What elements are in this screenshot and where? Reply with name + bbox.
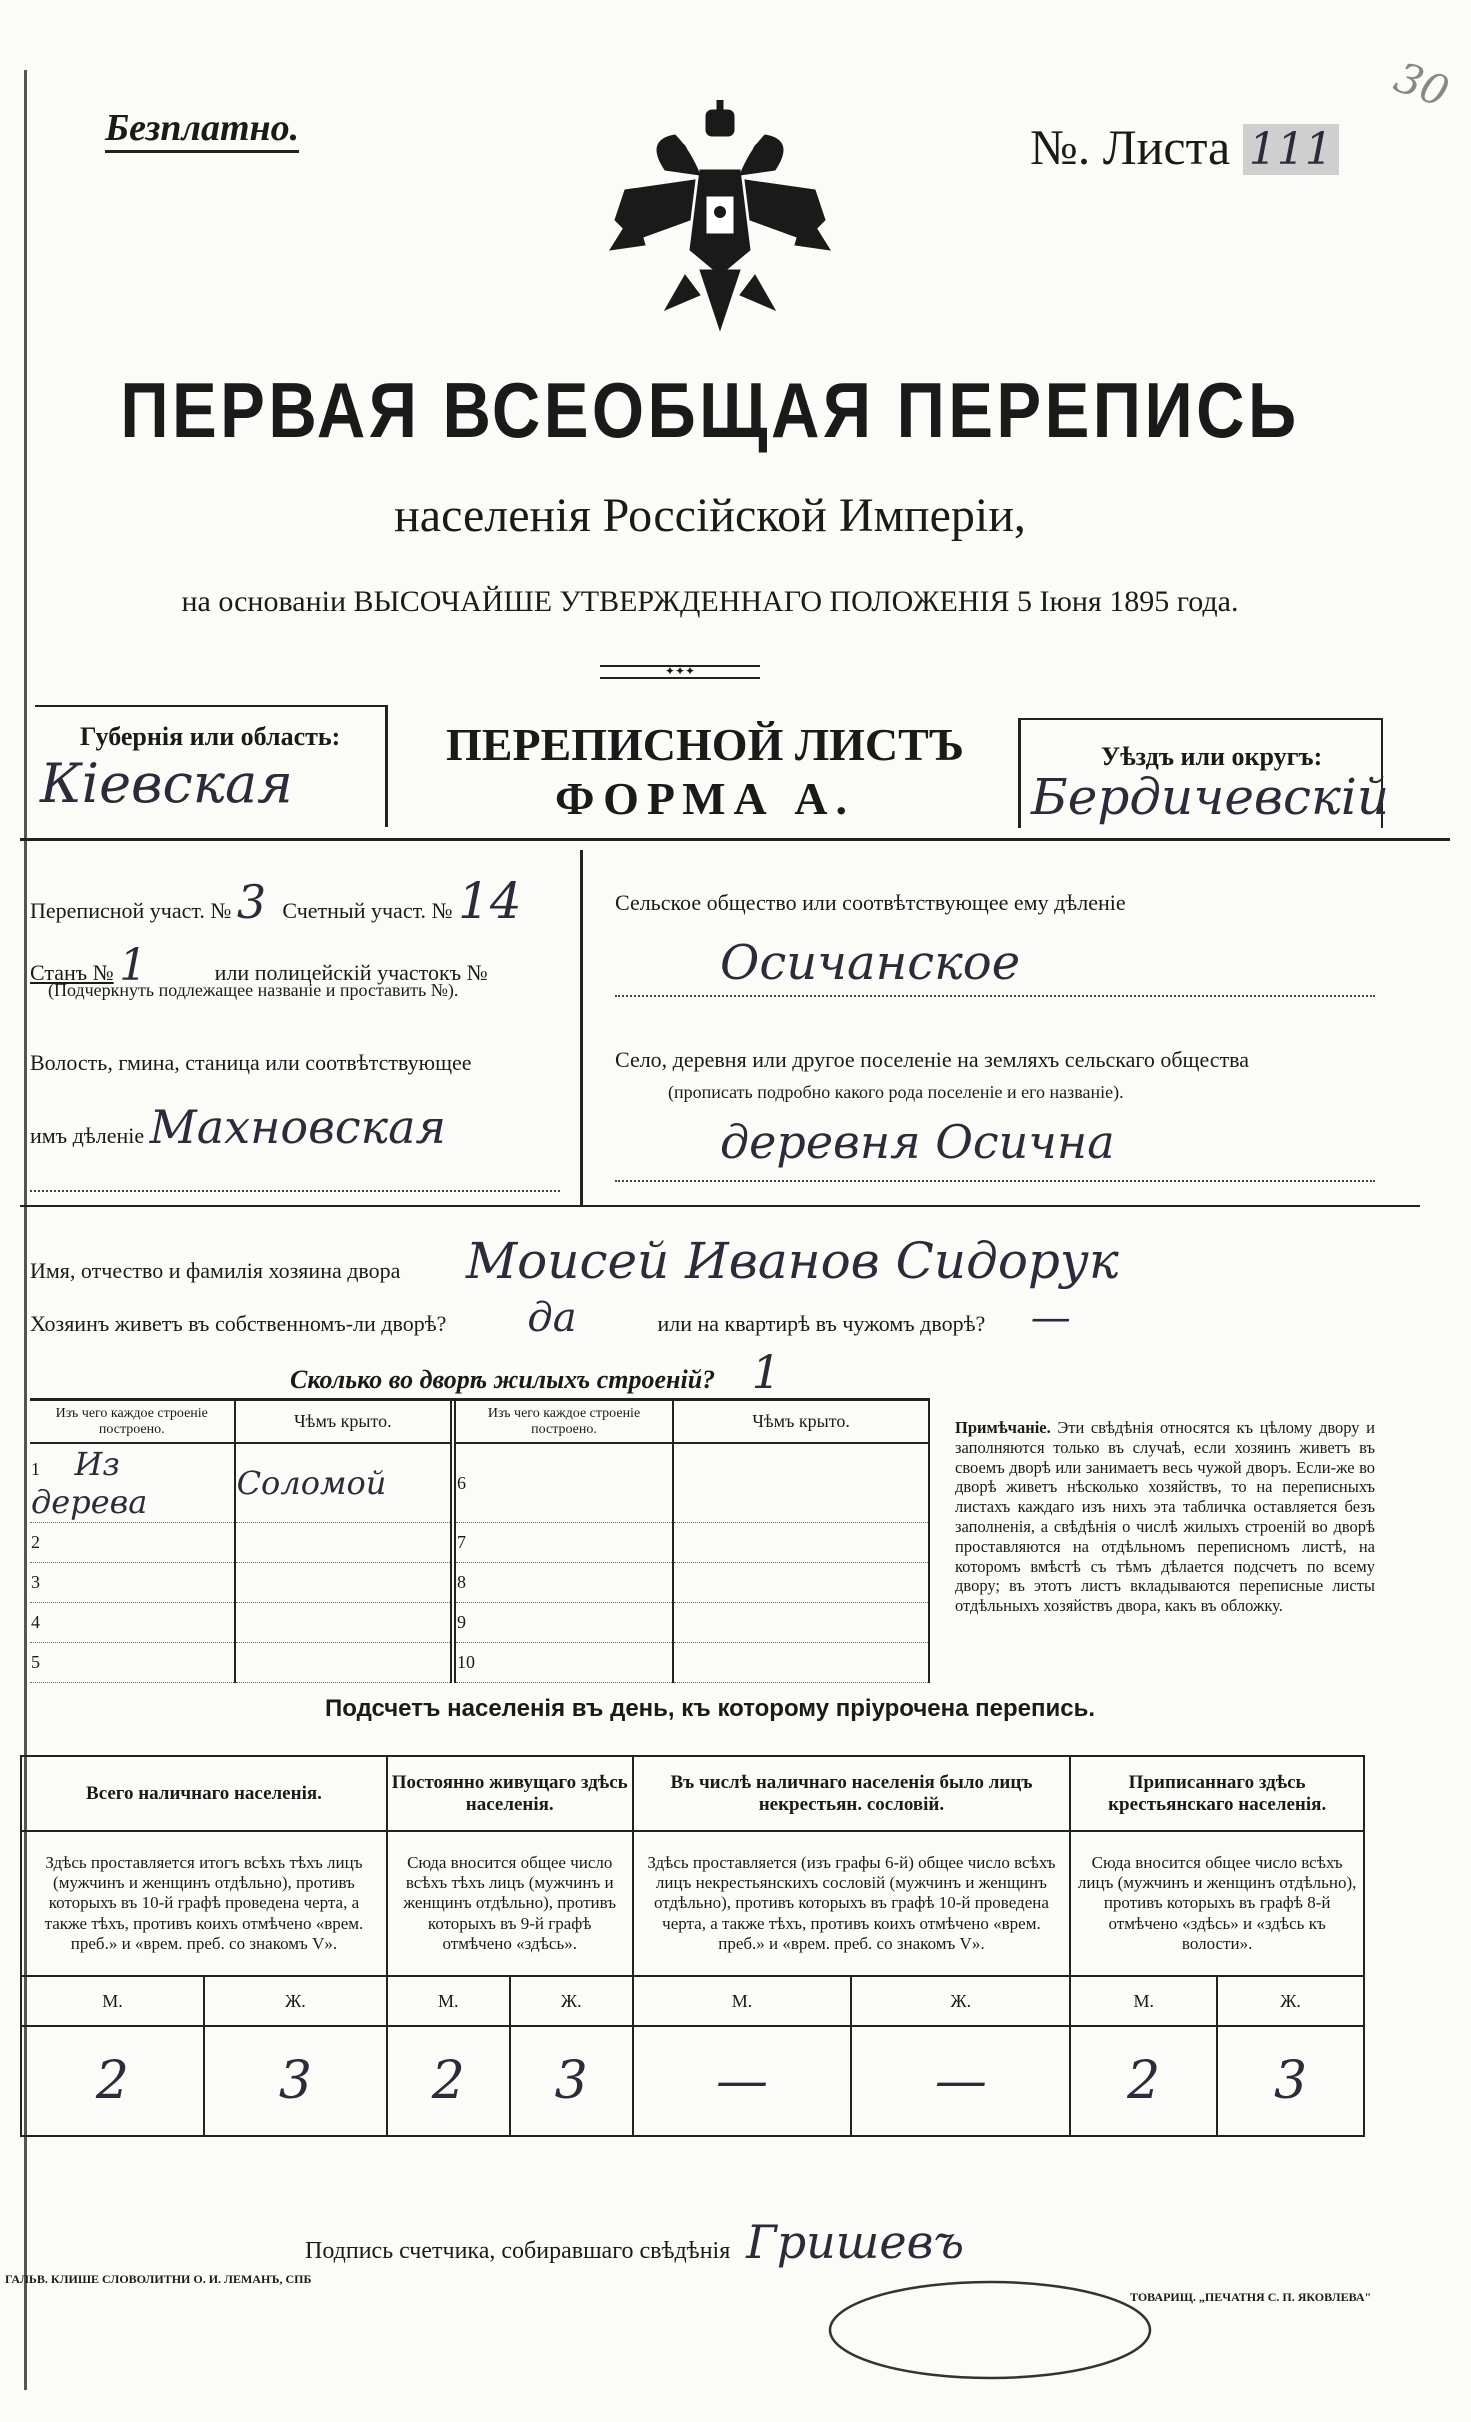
guberniya-value: Кіевская [40,752,293,815]
society-line [615,995,1375,997]
census-district-value: 3 [236,875,267,929]
village-line [615,1180,1375,1182]
ornament-divider: ✦✦✦ [600,665,760,679]
village-note: (прописать подробно какого рода поселеніе и его названіе). [668,1082,1124,1102]
sheet-title: ПЕРЕПИСНОЙ ЛИСТЪ [445,719,965,770]
basis-line: на основаніи ВЫСОЧАЙШЕ УТВЕРЖДЕННАГО ПОЛОЖЕНІЯ 5 Іюня 1895 года. [181,585,1239,618]
female-header: Ж. [510,1976,633,2026]
own-yard-value: да [527,1295,577,1341]
material-header-right: Изъ чего каждое строеніе построено. [453,1401,673,1443]
female-header: Ж. [204,1976,387,2026]
owner-name-row [30,1232,1410,1290]
row-material: Из дерева [31,1445,148,1521]
volost-extra-line [30,1190,560,1192]
row-num: 1 [31,1459,40,1479]
total-male-value: 2 [21,2026,204,2136]
police-label: или полицейскій участокъ № [214,960,488,985]
signature-row [305,2215,1405,2269]
volost-label-2: имъ дѣленіе [30,1123,145,1148]
building-row [30,1643,929,1683]
building-row [30,1563,929,1603]
buildings-table [30,1398,930,1683]
material-header-left: Изъ чего каждое строеніе построено. [30,1401,235,1443]
building-row [30,1603,929,1643]
village-label: Село, деревня или другое поселеніе на земляхъ сельскаго общества [615,1047,1250,1072]
col-permanent-desc: Сюда вносится общее число всѣхъ тѣхъ лицъ (мужчинъ и женщинъ отдѣльно), противъ которыхъ въ 9-й графѣ отмѣчено «здѣсь». [387,1831,633,1976]
sheet-form: ФОРМА А. [555,773,855,824]
roof-header-left: Чѣмъ крыто. [235,1401,453,1443]
printer-right: ТОВАРИЩ. „ПЕЧАТНЯ С. П. ЯКОВЛЕВА" [1130,2290,1372,2304]
rent-value: — [1030,1295,1071,1341]
owner-name-label: Имя, отчество и фамилія хозяина двора [30,1258,401,1283]
free-label: Безплатно. [105,108,299,153]
own-yard-label: Хозяинъ живетъ въ собственномъ-ли дворѣ? [30,1311,447,1336]
double-headed-eagle-emblem [605,100,835,340]
sheet-number-label: №. Листа [1030,119,1231,175]
permanent-female-value: 3 [510,2026,633,2136]
registered-male-value: 2 [1070,2026,1217,2136]
volost-label: Волость, гмина, станица или соотвѣтствующее [30,1050,472,1075]
buildings-label: Сколько во дворѣ жилыхъ строеній? [290,1365,716,1394]
volost-value: Махновская [149,1100,446,1154]
rent-label: или на квартирѣ въ чужомъ дворѣ? [657,1311,986,1336]
building-row [30,1443,929,1523]
col-registered-desc: Сюда вносится общее число всѣхъ лицъ (мужчинъ и женщинъ отдѣльно), противъ которыхъ въ графѣ 8-й отмѣчено «здѣсь» и «здѣсь къ волости». [1070,1831,1364,1976]
district-row [30,872,570,930]
col-non-peasant-title: Въ числѣ наличнаго населенія было лицъ некрестьян. сословій. [633,1756,1071,1831]
guberniya-box [35,705,388,827]
uezd-value: Бердичевскій [1031,768,1390,826]
roof-header-right: Чѣмъ крыто. [673,1401,929,1443]
printer-left: ГАЛЬВ. КЛИШЕ СЛОВОЛИТНИ О. И. ЛЕМАНЪ, СПБ [5,2272,312,2286]
volost-row [30,1100,570,1154]
signature-flourish [820,2270,1160,2390]
guberniya-label: Губернія или область: [80,722,341,751]
col-permanent-title: Постоянно живущаго здѣсь населенія. [387,1756,633,1831]
note-title: Примѣчаніе. [955,1418,1051,1437]
row-num: 6 [457,1472,467,1493]
col-total-desc: Здѣсь проставляется итогъ всѣхъ тѣхъ лицъ (мужчинъ и женщинъ отдѣльно), противъ которыхъ въ 10-й графѣ проведена черта, а также тѣхъ, противъ коихъ отмѣчено «врем. преб.» и «врем. преб. со знакомъ V». [21,1831,387,1976]
sheet-number [1030,118,1339,176]
count-district-value: 14 [458,872,522,930]
row-num: 4 [31,1612,40,1632]
male-header: М. [21,1976,204,2026]
col-non-peasant-desc: Здѣсь проставляется (изъ графы 6-й) общее число всѣхъ лицъ некрестьянскихъ сословій (мужчинъ и женщинъ отдѣльно), противъ которыхъ въ графѣ 10-й проведена черта, а также тѣхъ, противъ коихъ отмѣчено «врем. преб.» и «врем. преб. со знакомъ V». [633,1831,1071,1976]
form-header-rule [20,838,1450,841]
female-header: Ж. [851,1976,1070,2026]
signature-value: Гришевъ [746,2215,965,2269]
underline-note: (Подчеркнуть подлежащее названіе и проставить №). [48,980,459,1000]
male-header: М. [633,1976,852,2026]
total-female-value: 3 [204,2026,387,2136]
col-total-title: Всего наличнаго населенія. [21,1756,387,1831]
row-num: 5 [31,1652,40,1672]
buildings-value: 1 [751,1345,781,1399]
non-peasant-male-value: — [633,2026,852,2136]
buildings-row [290,1345,781,1399]
uezd-label: Уѣздъ или округъ: [1101,742,1323,771]
male-header: М. [387,1976,510,2026]
row-num: 8 [457,1572,467,1592]
note-text: Эти свѣдѣнія относятся къ цѣлому двору и заполняются только въ случаѣ, если хозяинъ живетъ въ своемъ дворѣ или занимаетъ весь чужой дворъ. Если-же во дворѣ живетъ нѣсколько хозяйствъ, то на переписныхъ листахъ каждаго изъ нихъ эта табличка оставляется безъ заполненія, а свѣдѣнія о числѣ жилыхъ строеній во дворѣ проставляются на отдѣльномъ переписномъ листѣ, на которомъ вмѣстѣ съ тѣмъ дѣлается подсчетъ по всему двору; въ этотъ листъ вкладываются переписные листы отдѣльныхъ хозяйствъ двора, какъ въ обложку. [955,1418,1375,1616]
registered-female-value: 3 [1217,2026,1364,2136]
note-block [955,1418,1375,1616]
row-num: 3 [31,1572,40,1592]
stan-label: Станъ № [30,960,114,985]
main-title: ПЕРВАЯ ВСЕОБЩАЯ ПЕРЕПИСЬ [120,366,1300,454]
row-num: 9 [457,1612,467,1632]
row-num: 2 [31,1532,40,1552]
building-row [30,1523,929,1563]
owner-residence-row [30,1295,1410,1341]
col-registered-title: Приписаннаго здѣсь крестьянскаго населенія. [1070,1756,1364,1831]
census-district-label: Переписной участ. № [30,898,232,923]
permanent-male-value: 2 [387,2026,510,2136]
uezd-box [1018,718,1390,828]
village-value: деревня Осична [720,1115,1115,1169]
count-district-label: Счетный участ. № [282,898,453,923]
non-peasant-female-value: — [851,2026,1070,2136]
fields-bottom-rule [20,1205,1420,1207]
population-count-table [20,1755,1365,2137]
row-num: 7 [457,1532,467,1552]
society-label: Сельское общество или соотвѣтствующее ему дѣленіе [615,890,1126,915]
count-heading: Подсчетъ населенія въ день, къ которому пріурочена перепись. [325,1695,1095,1722]
row-num: 10 [457,1652,476,1672]
row-roof: Соломой [236,1464,387,1502]
society-value: Осичанское [720,935,1021,991]
sheet-number-value: 111 [1243,124,1339,175]
owner-name-value: Моисей Иванов Сидорук [465,1232,1119,1290]
corner-mark: 30 [1388,52,1456,117]
female-header: Ж. [1217,1976,1364,2026]
subtitle: населенія Россійской Имперіи, [394,489,1026,542]
signature-label: Подпись счетчика, собиравшаго свѣдѣнія [305,2238,731,2264]
male-header: М. [1070,1976,1217,2026]
stan-value: 1 [119,940,148,991]
middle-separator [580,850,583,1205]
buildings-grid [30,1401,930,1683]
